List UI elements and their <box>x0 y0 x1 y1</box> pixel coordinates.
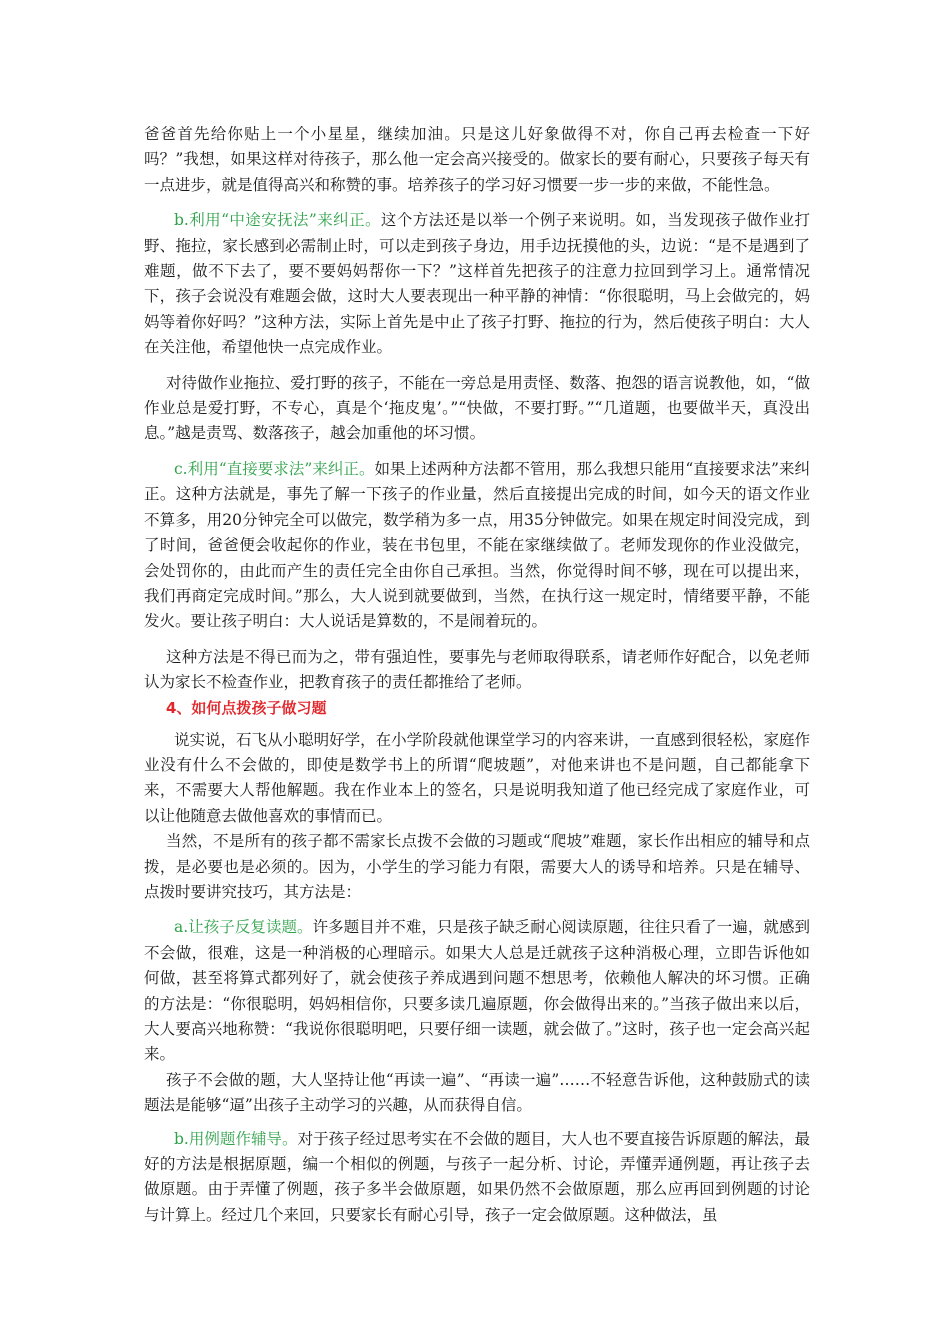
section-heading-4: 4、如何点拨孩子做习题 <box>166 698 327 717</box>
paragraph-shifei: 说实说，石飞从小聪明好学，在小学阶段就他课堂学习的内容来讲，一直感到很轻松，家庭作业没有什么不会做的，即使是数学书上的所谓“爬坡题”，对他来讲也不是问题，自己都能拿下来，不需要大人帮他解题。我在作业本上的签名，只是说明我知道了他已经完成了家庭作业，可以让他随意去做他喜欢的事情而已。 <box>144 730 810 825</box>
paragraph-guidance-needed: 当然，不是所有的孩子都不需家长点拨不会做的习题或“爬坡”难题，家长作出相应的辅导和点拨，是必要也是必须的。因为，小学生的学习能力有限，需要大人的诱导和培养。只是在辅导、点拨时要讲究技巧，其方法是： <box>144 832 810 901</box>
paragraph-method-c-direct <box>144 457 810 635</box>
method-b-text: 这个方法还是以举一个例子来说明。如，当发现孩子做作业打野、拖拉，家长感到必需制止时，可以走到孩子身边，用手边抚摸他的头，边说：“是不是遇到了难题，做不下去了，要不要妈妈帮你一下？”这样首先把孩子的注意力拉回到学习上。通常情况下，孩子会说没有难题会做，这时大人要表现出一种平静的神情：“你很聪明，马上会做完的，妈妈等着你好吗？”这种方法，实际上首先是中止了孩子打野、拖拉的行为，然后使孩子明白：大人在关注他，希望他快一点完成作业。 <box>144 211 810 357</box>
method-b-example-label: b.用例题作辅导。 <box>174 1129 298 1148</box>
method-c-text: 如果上述两种方法都不管用，那么我想只能用“直接要求法”来纠正。这种方法就是，事先了解一下孩子的作业量，然后直接提出完成的时间，如今天的语文作业不算多，用20分钟完全可以做完，数学稍为多一点，用35分钟做完。如果在规定时间没完成，到了时间，爸爸便会收起你的作业，装在书包里，不能在家继续做了。老师发现你的作业没做完，会处罚你的，由此而产生的责任完全由你自己承担。当然，你觉得时间不够，现在可以提出来，我们再商定完成时间。”那么，大人说到就要做到，当然，在执行这一规定时，情绪要平静，不能发火。要让孩子明白：大人说话是算数的，不是闹着玩的。 <box>144 459 810 631</box>
paragraph-reread-encourage: 孩子不会做的题，大人坚持让他“再读一遍”、“再读一遍”……不轻意告诉他，这种鼓励式的读题法是能够“逼”出孩子主动学习的兴趣，从而获得自信。 <box>144 1070 810 1115</box>
method-a-text: 许多题目并不难，只是孩子缺乏耐心阅读原题，往往只看了一遍，就感到不会做，很难，这是一种消极的心理暗示。如果大人总是迁就孩子这种消极心理，立即告诉他如何做，甚至将算式都列好了，就会使孩子养成遇到问题不想思考，依赖他人解决的坏习惯。正确的方法是：“你很聪明，妈妈相信你，只要多读几遍原题，你会做得出来的。”当孩子做出来以后，大人要高兴地称赞：“我说你很聪明吧，只要仔细一读题，就会做了。”这时，孩子也一定会高兴起来。 <box>144 918 810 1064</box>
paragraph-method-b-example <box>144 1127 810 1229</box>
method-c-label: c.利用“直接要求法”来纠正。 <box>174 459 375 478</box>
paragraph-praise-continuation: 爸爸首先给你贴上一个小星星，继续加油。只是这儿好象做得不对，你自己再去检查一下好吗？”我想，如果这样对待孩子，那么他一定会高兴接受的。做家长的要有耐心，只要孩子每天有一点进步，就是值得高兴和称赞的事。培养孩子的学习好习惯要一步一步的来做，不能性急。 <box>144 125 810 194</box>
paragraph-method-c-note: 这种方法是不得已而为之，带有强迫性，要事先与老师取得联系，请老师作好配合，以免老师认为家长不检查作业，把教育孩子的责任都推给了老师。 <box>144 647 810 692</box>
method-b-example-text: 对于孩子经过思考实在不会做的题目，大人也不要直接告诉原题的解法，最好的方法是根据原题，编一个相似的例题，与孩子一起分析、讨论，弄懂弄通例题，再让孩子去做原题。由于弄懂了例题，孩子多半会做原题，如果仍然不会做原题，那么应再回到例题的讨论与计算上。经过几个来回，只要家长有耐心引导，孩子一定会做原题。这种做法，虽 <box>144 1129 810 1224</box>
paragraph-method-b-calming <box>144 208 810 360</box>
method-a-label: a.让孩子反复读题。 <box>174 918 313 937</box>
paragraph-method-a-reread <box>144 915 810 1067</box>
method-b-label: b.利用“中途安抚法”来纠正。 <box>174 211 381 230</box>
document-page <box>144 122 810 1228</box>
paragraph-dont-scold: 对待做作业拖拉、爱打野的孩子，不能在一旁总是用责怪、数落、抱怨的语言说教他，如，“做作业总是爱打野，不专心，真是个‘拖皮鬼’。”“快做，不要打野。”“几道题，也要做半天，真没出息。”越是责骂、数落孩子，越会加重他的坏习惯。 <box>144 373 810 443</box>
